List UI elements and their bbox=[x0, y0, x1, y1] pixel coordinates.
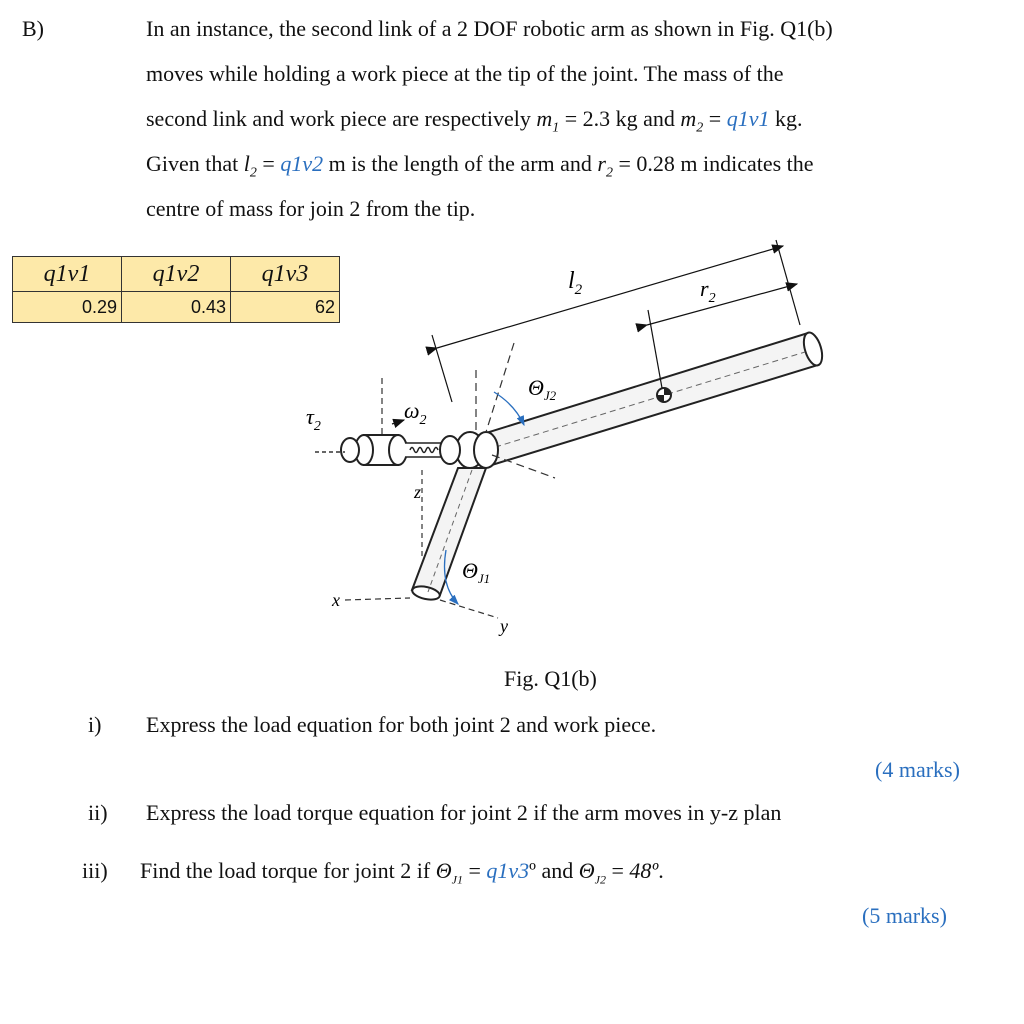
label-y-axis: y bbox=[500, 616, 508, 636]
table-value-q1v1: 0.29 bbox=[13, 292, 122, 323]
joint-2-assembly bbox=[315, 432, 498, 468]
question-1-text: Express the load equation for both joint 2 and work piece. bbox=[146, 712, 657, 737]
section-label: B) bbox=[22, 16, 44, 41]
table-value-q1v3: 62 bbox=[231, 292, 340, 323]
intro-line-5: centre of mass for join 2 from the tip. bbox=[146, 196, 476, 221]
intro-line-1: In an instance, the second link of a 2 DOF robotic arm as shown in Fig. Q1(b) bbox=[146, 16, 833, 41]
question-2-number: ii) bbox=[88, 800, 108, 825]
question-1-marks: (4 marks) bbox=[875, 757, 960, 782]
question-3-text: Find the load torque for joint 2 if $\Theta_{J1}$ = q1v3º and $\Theta_{J2}$ = 48º. bbox=[140, 858, 664, 887]
label-r2: $r_2$ bbox=[700, 276, 716, 306]
label-z-axis: z bbox=[414, 482, 422, 502]
label-omega2: $\omega_2$ bbox=[404, 398, 427, 428]
intro-line-2: moves while holding a work piece at the tip of the joint. The mass of the bbox=[146, 61, 784, 86]
question-1-number: i) bbox=[88, 712, 102, 737]
figure-caption: Fig. Q1(b) bbox=[504, 666, 597, 691]
label-x-axis: x bbox=[332, 590, 340, 610]
link-2 bbox=[470, 330, 826, 468]
var-q1v3: q1v3 bbox=[486, 858, 530, 883]
var-q1v2: q1v2 bbox=[280, 151, 324, 176]
question-3-number: iii) bbox=[82, 858, 108, 883]
theta-j2-arc bbox=[494, 392, 524, 425]
table-header-q1v2: q1v2 bbox=[122, 257, 231, 292]
label-theta-j1: $\Theta_{J1}$ bbox=[462, 558, 491, 586]
label-tau2: $\tau_2$ bbox=[306, 404, 321, 434]
table-value-q1v2: 0.43 bbox=[122, 292, 231, 323]
intro-line-3: second link and work piece are respectively $m_1 = 2.3$ kg and $m_2 = q1v1$ kg. bbox=[146, 106, 803, 136]
table-header-q1v3: q1v3 bbox=[231, 257, 340, 292]
table-header-q1v1: q1v1 bbox=[13, 257, 122, 292]
question-2-text: Express the load torque equation for joint 2 if the arm moves in y-z plan bbox=[146, 800, 782, 825]
intro-line-4: Given that $l_2 = q1v2$ m is the length of the arm and $r_2 = 0.28$ m indicates the bbox=[146, 151, 814, 181]
label-theta-j2: $\Theta_{J2}$ bbox=[528, 375, 557, 403]
label-l2: $l_2$ bbox=[568, 268, 583, 298]
question-3-marks: (5 marks) bbox=[862, 903, 947, 928]
var-q1v1: q1v1 bbox=[726, 106, 770, 131]
omega-2-arrow bbox=[392, 420, 404, 424]
